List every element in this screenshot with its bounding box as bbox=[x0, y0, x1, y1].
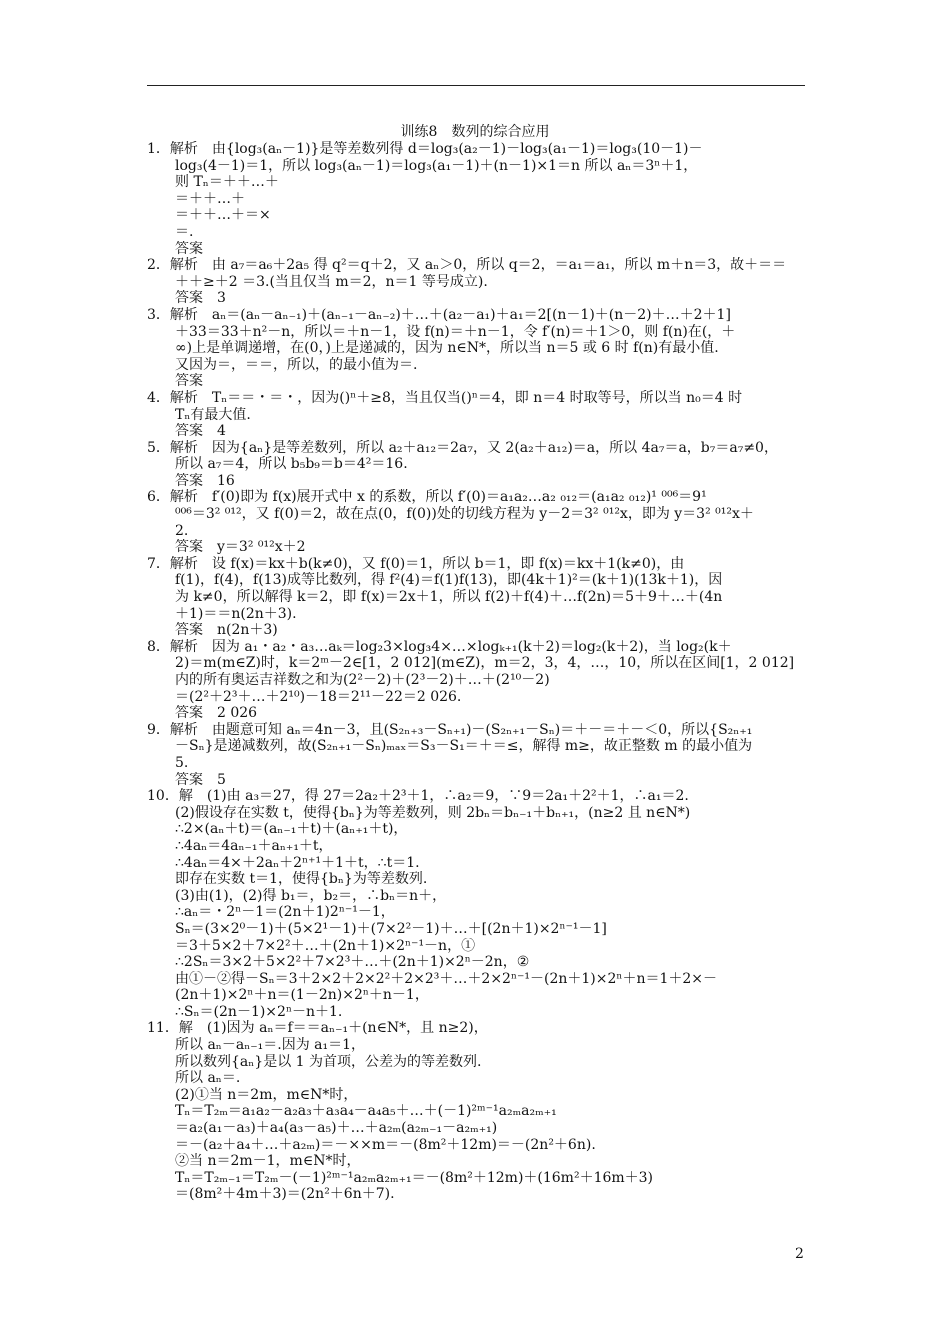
text-line: 11．解 (1)因为 aₙ＝f＝＝aₙ₋₁＋(n∈N*，且 n≥2)， bbox=[147, 1020, 488, 1037]
text-line: 由①－②得－Sₙ＝3＋2×2＋2×2²＋2×2³＋…＋2×2ⁿ⁻¹－(2n＋1)×2ⁿ＋n＝1＋2×－ bbox=[175, 970, 718, 987]
text-line: 3．解析 aₙ＝(aₙ－aₙ₋₁)＋(aₙ₋₁－aₙ₋₂)＋…＋(a₂－a₁)＋a₁＝2[(n－1)＋(n－2)＋…＋2＋1] bbox=[147, 306, 731, 323]
text-line: 所以数列{aₙ}是以 1 为首项，公差为的等差数列. bbox=[175, 1053, 482, 1070]
header-rule bbox=[147, 85, 805, 86]
text-line: 2．解析 由 a₇＝a₆＋2a₅ 得 q²＝q＋2，又 aₙ＞0，所以 q＝2，＝a₁＝a₁，所以 m＋n＝3，故＋＝＝ bbox=[147, 257, 787, 274]
text-line: 6．解析 f′(0)即为 f(x)展开式中 x 的系数，所以 f′(0)＝a₁a₂…a₂ ₀₁₂＝(a₁a₂ ₀₁₂)¹ ⁰⁰⁶＝9¹ bbox=[147, 489, 707, 506]
text-line: 所以 aₙ＝. bbox=[175, 1070, 241, 1087]
text-line: Tₙ＝T₂ₘ₋₁＝T₂ₘ－(－1)²ᵐ⁻¹a₂ₘa₂ₘ₊₁＝－(8m²＋12m)＋(16m²＋16m＋3) bbox=[175, 1169, 654, 1186]
text-line: 答案 4 bbox=[175, 423, 226, 440]
text-line: ∴aₙ＝・2ⁿ－1＝(2n＋1)2ⁿ⁻¹－1， bbox=[175, 904, 395, 921]
text-line: 7．解析 设 f(x)＝kx＋b(k≠0)，又 f(0)＝1，所以 b＝1，即 f(x)＝kx＋1(k≠0)，由 bbox=[147, 555, 685, 572]
text-line: 2. bbox=[175, 522, 189, 539]
text-line: 答案 bbox=[175, 373, 203, 390]
text-line: ②当 n＝2m－1，m∈N*时， bbox=[175, 1153, 361, 1170]
text-line: ∴2Sₙ＝3×2＋5×2²＋7×2³＋…＋(2n＋1)×2ⁿ－2n，② bbox=[175, 954, 530, 971]
text-line: log₃(4－1)＝1，所以 log₃(aₙ－1)＝log₃(a₁－1)＋(n－1)×1＝n 所以 aₙ＝3ⁿ＋1， bbox=[175, 157, 698, 174]
text-line: 答案 2 026 bbox=[175, 705, 258, 722]
text-line: ⁰⁰⁶＝3² ⁰¹²，又 f(0)＝2，故在点(0，f(0))处的切线方程为 y－2＝3² ⁰¹²x，即为 y＝3² ⁰¹²x＋ bbox=[175, 506, 754, 523]
text-line: 为 k≠0，所以解得 k＝2，即 f(x)＝2x＋1，所以 f(2)＋f(4)＋…f(2n)＝5＋9＋…＋(4n bbox=[175, 589, 723, 606]
text-line: 所以 aₙ－aₙ₋₁＝.因为 a₁＝1， bbox=[175, 1037, 366, 1054]
text-line: 2)＝m(m∈Z)时，k＝2ᵐ－2∈[1，2 012](m∈Z)，m＝2，3，4，…，10，所以在区间[1，2 012] bbox=[175, 655, 795, 672]
text-line: ＝(2²＋2³＋…＋2¹⁰)－18＝2¹¹－22＝2 026. bbox=[175, 688, 462, 705]
text-line: 答案 5 bbox=[175, 771, 226, 788]
text-line: ＋33＝33＋n²－n，所以＝＋n－1，设 f(n)＝＋n－1，令 f′(n)＝＋1＞0，则 f(n)在(，＋ bbox=[175, 323, 736, 340]
text-line: 9．解析 由题意可知 aₙ＝4n－3，且(S₂ₙ₊₃－Sₙ₊₁)－(S₂ₙ₊₁－Sₙ)＝＋－＝＋－＜0，所以{S₂ₙ₊₁ bbox=[147, 721, 753, 738]
text-line: ＋1)＝＝n(2n＋3). bbox=[175, 605, 297, 622]
text-line: 5. bbox=[175, 754, 189, 771]
text-line: 内的所有奥运吉祥数之和为(2²－2)＋(2³－2)＋…＋(2¹⁰－2) bbox=[175, 672, 550, 688]
text-line: ＝. bbox=[175, 223, 194, 240]
text-line: 1．解析 由{log₃(aₙ－1)}是等差数列得 d＝log₃(a₂－1)－log₃(a₁－1)＝log₃(10－1)－ bbox=[147, 141, 703, 157]
text-line: 4．解析 Tₙ＝＝・＝・，因为()ⁿ＋≥8，当且仅当()ⁿ＝4，即 n＝4 时取等号，所以当 n₀＝4 时 bbox=[147, 389, 743, 406]
text-line: Sₙ＝(3×2⁰－1)＋(5×2¹－1)＋(7×2²－1)＋…＋[(2n＋1)×2ⁿ⁻¹－1] bbox=[175, 920, 607, 937]
text-line: (2)①当 n＝2m，m∈N*时， bbox=[175, 1086, 358, 1103]
text-line: 则 Tₙ＝＋＋…＋ bbox=[175, 174, 279, 191]
text-line: ＝＋＋…＋ bbox=[175, 190, 245, 207]
text-line: ＋＋≥＋2 ＝3.(当且仅当 m＝2，n＝1 等号成立). bbox=[175, 273, 488, 290]
page-number: 2 bbox=[795, 1246, 804, 1262]
text-line: (2)假设存在实数 t，使得{bₙ}为等差数列，则 2bₙ＝bₙ₋₁＋bₙ₊₁，(n≥2 且 n∈N*) bbox=[175, 804, 691, 821]
solution-text bbox=[147, 141, 807, 1203]
text-line: 8．解析 因为 a₁・a₂・a₃…aₖ＝log₂3×log₃4×…×logₖ₊₁(k＋2)＝log₂(k＋2)，当 log₂(k＋ bbox=[147, 638, 732, 655]
text-line: ＝3＋5×2＋7×2²＋…＋(2n＋1)×2ⁿ⁻¹－n，① bbox=[175, 937, 476, 954]
text-line: ∴2×(aₙ＋t)＝(aₙ₋₁＋t)＋(aₙ₊₁＋t)， bbox=[175, 821, 408, 838]
text-line: 答案 n(2n＋3) bbox=[175, 622, 278, 639]
text-line: Tₙ有最大值. bbox=[175, 406, 251, 423]
text-line: (2n＋1)×2ⁿ＋n＝(1－2n)×2ⁿ＋n－1， bbox=[175, 987, 429, 1004]
page-title: 训练8 数列的综合应用 bbox=[400, 124, 550, 140]
text-line: ∴Sₙ＝(2n－1)×2ⁿ－n＋1. bbox=[175, 1003, 343, 1020]
text-line: ∴4aₙ＝4aₙ₋₁＋aₙ₊₁＋t， bbox=[175, 837, 333, 854]
text-line: 10．解 (1)由 a₃＝27，得 27＝2a₂＋2³＋1，∴a₂＝9，∵9＝2a₁＋2²＋1，∴a₁＝2. bbox=[147, 788, 689, 805]
text-line: －Sₙ}是递减数列，故(S₂ₙ₊₁－Sₙ)ₘₐₓ＝S₃－S₁＝＋＝≤，解得 m≥，故正整数 m 的最小值为 bbox=[175, 738, 753, 755]
text-line: ＝(8m²＋4m＋3)＝(2n²＋6n＋7). bbox=[175, 1186, 395, 1203]
text-line: 答案 3 bbox=[175, 290, 226, 307]
text-line: ∞)上是单调递增，在(0，)上是递减的，因为 n∈N*，所以当 n＝5 或 6 时 f(n)有最小值. bbox=[175, 340, 719, 357]
text-line: 又因为＝，＝＝，所以，的最小值为＝. bbox=[175, 356, 418, 373]
text-line: 所以 a₇＝4，所以 b₅b₉＝b＝4²＝16. bbox=[175, 456, 408, 473]
text-line: Tₙ＝T₂ₘ＝a₁a₂－a₂a₃＋a₃a₄－a₄a₅＋…＋(－1)²ᵐ⁻¹a₂ₘa₂ₘ₊₁ bbox=[175, 1103, 557, 1120]
text-line: f(1)，f(4)，f(13)成等比数列，得 f²(4)＝f(1)f(13)，即(4k＋1)²＝(k＋1)(13k＋1)，因 bbox=[175, 572, 723, 589]
text-line: 答案 y＝3² ⁰¹²x＋2 bbox=[175, 539, 306, 556]
text-line: ＝＋＋…＋＝× bbox=[175, 207, 271, 224]
text-line: 答案 16 bbox=[175, 472, 235, 489]
text-line: 答案 bbox=[175, 240, 203, 257]
text-line: ＝－(a₂＋a₄＋…＋a₂ₘ)＝－××m＝－(8m²＋12m)＝－(2n²＋6n). bbox=[175, 1136, 596, 1153]
text-line: 即存在实数 t＝1，使得{bₙ}为等差数列. bbox=[175, 871, 428, 888]
text-line: ＝a₂(a₁－a₃)＋a₄(a₃－a₅)＋…＋a₂ₘ(a₂ₘ₋₁－a₂ₘ₊₁) bbox=[175, 1120, 498, 1137]
text-line: (3)由(1)，(2)得 b₁＝，b₂＝，∴bₙ＝n＋， bbox=[175, 887, 447, 904]
text-line: 5．解析 因为{aₙ}是等差数列，所以 a₂＋a₁₂＝2a₇，又 2(a₂＋a₁₂)＝a，所以 4a₇＝a，b₇＝a₇≠0， bbox=[147, 439, 778, 456]
text-line: ∴4aₙ＝4×＋2aₙ＋2ⁿ⁺¹＋1＋t，∴t＝1. bbox=[175, 854, 420, 871]
